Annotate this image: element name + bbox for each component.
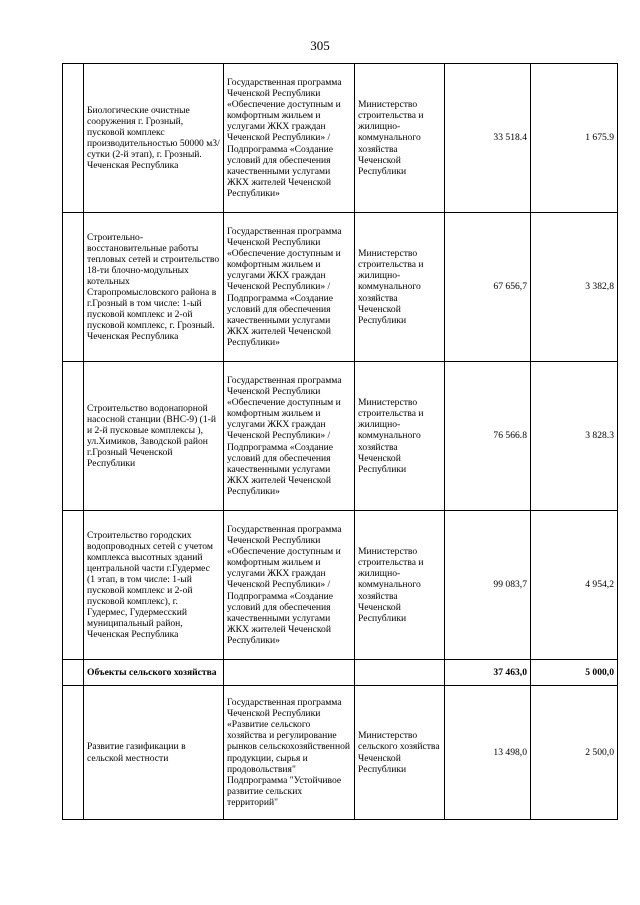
ministry-cell (355, 660, 445, 686)
table-row (63, 213, 618, 362)
row-index-cell (63, 64, 84, 213)
table-row (63, 686, 618, 820)
page-number: 305 (310, 38, 330, 53)
table-row (63, 64, 618, 213)
amount-total-cell: 99 083,7 (445, 511, 531, 660)
amount-share-cell: 3 382,8 (531, 213, 618, 362)
program-cell: Государственная программа Чеченской Республики «Обеспечение доступным и комфортным жильем и услугами ЖКХ граждан Чеченской Республики» / Подпрограмма «Создание условий для обеспечения качественными услугами ЖКХ жителей Чеченской Республики» (224, 213, 355, 362)
amount-share-cell: 2 500,0 (531, 686, 618, 820)
object-name-cell: Строительство водонапорной насосной станции (ВНС-9) (1-й и 2-й пусковые комплексы ), ул.Химиков, Заводской район г.Грозный Чеченской Республики (84, 362, 224, 511)
ministry-cell: Министерство строительства и жилищно-коммунального хозяйства Чеченской Республики (355, 213, 445, 362)
amount-share-cell: 4 954,2 (531, 511, 618, 660)
object-name-cell: Строительство городских водопроводных сетей с учетом комплекса высотных зданий центральной части г.Гудермес (1 этап, в том числе: 1-ый пусковой комплекс и 2-ой пусковой комплекс), г. Гудермес, Гудермесский муниципальный район, Чеченская Республика (84, 511, 224, 660)
row-index-cell (63, 362, 84, 511)
row-index-cell (63, 660, 84, 686)
amount-total-cell: 76 566.8 (445, 362, 531, 511)
row-index-cell (63, 511, 84, 660)
ministry-cell: Министерство сельского хозяйства Чеченской Республики (355, 686, 445, 820)
ministry-cell: Министерство строительства и жилищно-коммунального хозяйства Чеченской Республики (355, 362, 445, 511)
program-cell: Государственная программа Чеченской Республики «Обеспечение доступным и комфортным жильем и услугами ЖКХ граждан Чеченской Республики» / Подпрограмма «Создание условий для обеспечения качественными услугами ЖКХ жителей Чеченской Республики» (224, 511, 355, 660)
amount-share-cell: 1 675.9 (531, 64, 618, 213)
program-cell: Государственная программа Чеченской Республики «Обеспечение доступным и комфортным жильем и услугами ЖКХ граждан Чеченской Республики» / Подпрограмма «Создание условий для обеспечения качественными услугами ЖКХ жителей Чеченской Республики» (224, 362, 355, 511)
table-row (63, 362, 618, 511)
object-name-cell: Строительно-восстановительные работы тепловых сетей и строительство 18-ти блочно-модульных котельных Старопромысловского района в г.Грозный в том числе: 1-ый пусковой комплекс и 2-ой пусковой комплекс, г. Грозный. Чеченская Республика (84, 213, 224, 362)
ministry-cell: Министерство строительства и жилищно-коммунального хозяйства Чеченской Республики (355, 64, 445, 213)
table-row (63, 511, 618, 660)
program-cell: Государственная программа Чеченской Республики «Развитие сельского хозяйства и регулирование рынков сельскохозяйственной продукции, сырья и продовольствия" Подпрограмма "Устойчивое развитие сельских территорий" (224, 686, 355, 820)
object-name-cell: Развитие газификации в сельской местности (84, 686, 224, 820)
objects-table (62, 63, 618, 820)
program-cell (224, 660, 355, 686)
ministry-cell: Министерство строительства и жилищно-коммунального хозяйства Чеченской Республики (355, 511, 445, 660)
amount-total-cell: 67 656,7 (445, 213, 531, 362)
amount-share-cell: 3 828.3 (531, 362, 618, 511)
row-index-cell (63, 213, 84, 362)
section-amount-total-cell: 37 463,0 (445, 660, 531, 686)
program-cell: Государственная программа Чеченской Республики «Обеспечение доступным и комфортным жильем и услугами ЖКХ граждан Чеченской Республики» / Подпрограмма «Создание условий для обеспечения качественными услугами ЖКХ жителей Чеченской Республики» (224, 64, 355, 213)
section-title-cell: Объекты сельского хозяйства (84, 660, 224, 686)
section-amount-share-cell: 5 000,0 (531, 660, 618, 686)
amount-total-cell: 13 498,0 (445, 686, 531, 820)
amount-total-cell: 33 518.4 (445, 64, 531, 213)
section-row (63, 660, 618, 686)
row-index-cell (63, 686, 84, 820)
object-name-cell: Биологические очистные сооружения г. Грозный, пусковой комплекс производительностью 50000 м3/сутки (2-й этап), г. Грозный. Чеченская Республика (84, 64, 224, 213)
